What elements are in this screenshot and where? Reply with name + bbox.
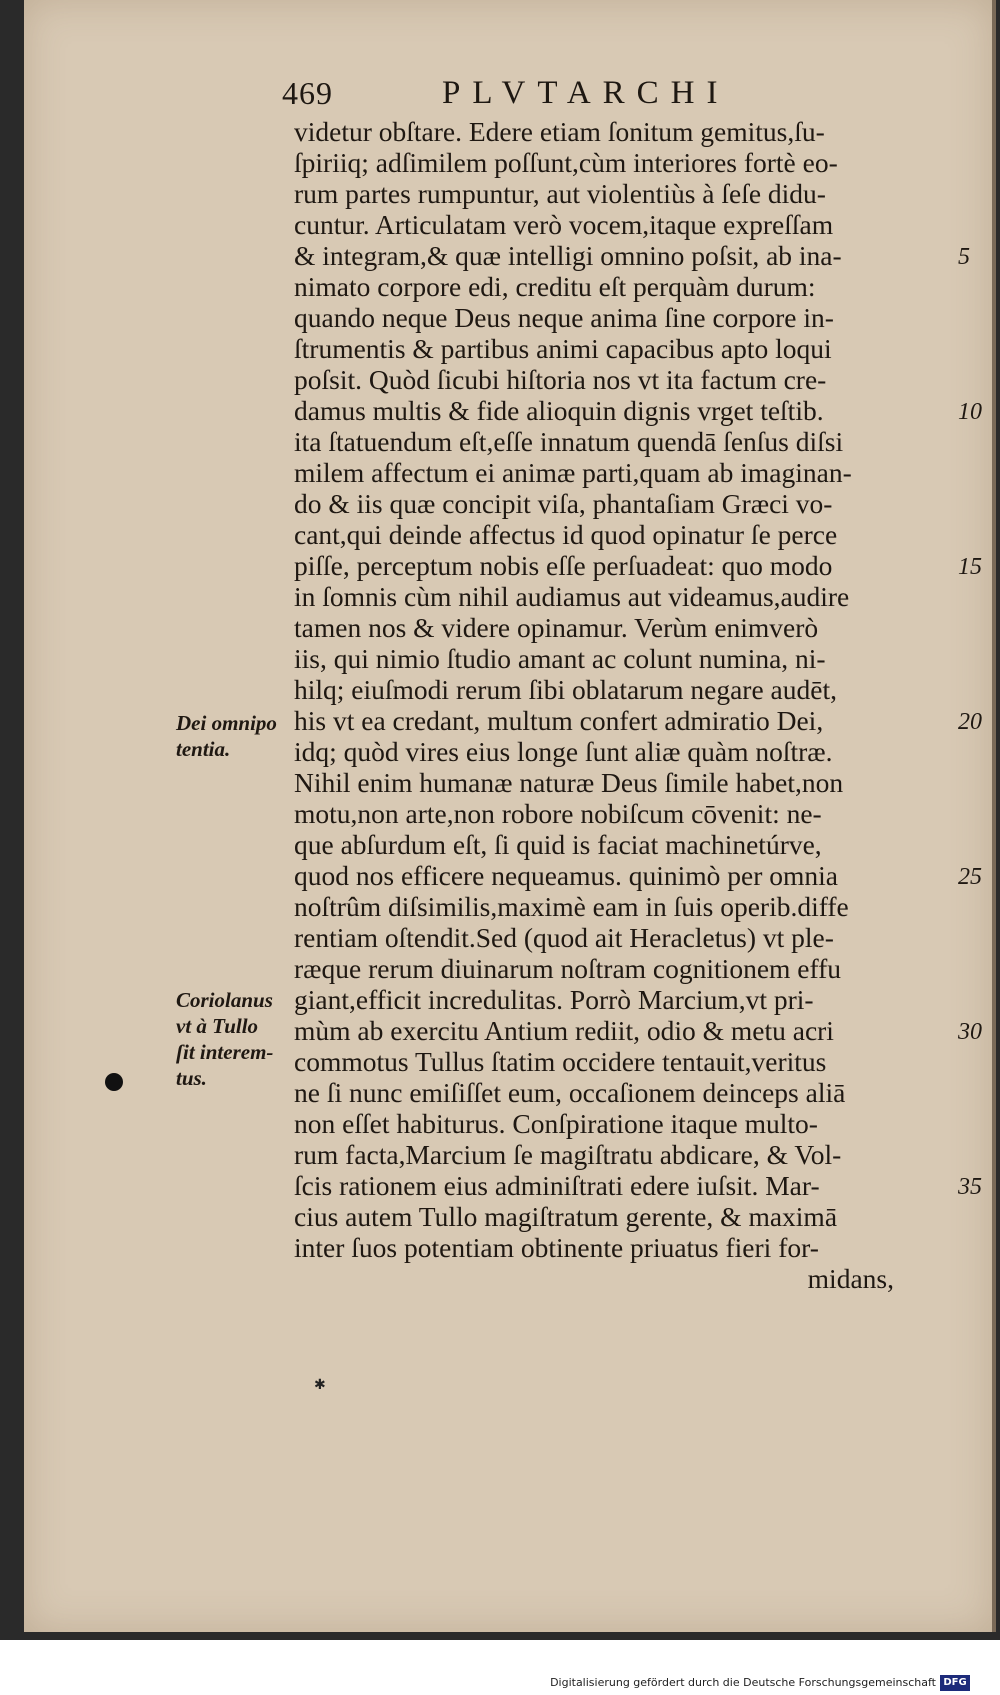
marginal-note-line: ſit interem-: [176, 1040, 274, 1064]
text-line: Nihil enim humanæ naturæ Deus ſimile habet,non: [294, 767, 844, 798]
text-line: quando neque Deus neque anima ſine corpore in-: [294, 302, 834, 333]
text-line: ita ſtatuendum eſt,eſſe innatum quendā ſenſus diſsi: [294, 426, 844, 457]
text-line: ſtrumentis & partibus animi capacibus apto loqui: [294, 333, 832, 364]
text-line: ne ſi nunc emiſiſſet eum, occaſionem deinceps aliā: [294, 1077, 846, 1108]
text-line: & integram,& quæ intelligi omnino poſsit, ab ina-: [294, 240, 842, 271]
text-line: his vt ea credant, multum confert admiratio Dei,: [294, 705, 824, 736]
text-line: ſcis rationem eius adminiſtrati edere iuſsit. Mar-: [294, 1170, 820, 1201]
running-head: PLVTARCHI: [442, 75, 730, 111]
marginal-note-line: tentia.: [176, 737, 231, 761]
ink-mark: ✱: [314, 1378, 326, 1393]
marginal-note-line: vt à Tullo: [176, 1014, 259, 1038]
text-line: cant,qui deinde affectus id quod opinatur ſe perce: [294, 519, 838, 550]
line-number: 5: [958, 244, 970, 270]
marginal-note-line: Dei omnipo: [176, 711, 277, 735]
text-line: videtur obſtare. Edere etiam ſonitum gemitus,ſu-: [294, 116, 825, 147]
line-number: 15: [958, 554, 982, 580]
digitization-footer: [0, 1674, 1000, 1694]
page-number: 469: [282, 75, 333, 111]
text-line: ræque rerum diuinarum noſtram cognitionem effu: [294, 953, 842, 984]
text-line: in ſomnis cùm nihil audiamus aut videamus,audire: [294, 581, 850, 612]
text-line: giant,efficit incredulitas. Porrò Marcium,vt pri-: [294, 984, 814, 1015]
text-line: idq; quòd vires eius longe ſunt aliæ quàm noſtræ.: [294, 736, 833, 767]
marginal-note-line: tus.: [176, 1066, 207, 1090]
bullet-dot-icon: [105, 1073, 123, 1091]
text-line: cuntur. Articulatam verò vocem,itaque expreſſam: [294, 209, 834, 240]
text-line: piſſe, perceptum nobis eſſe perſuadeat: quo modo: [294, 550, 833, 581]
text-line: milem affectum ei animæ parti,quam ab imaginan-: [294, 457, 852, 488]
text-line: rum facta,Marcium ſe magiſtratu abdicare, & Vol-: [294, 1139, 842, 1170]
text-line: que abſurdum eſt, ſi quid is faciat machinetúrve,: [294, 829, 822, 860]
text-line: mùm ab exercitu Antium rediit, odio & metu acri: [294, 1015, 834, 1046]
line-number: 10: [958, 399, 982, 425]
text-line: damus multis & fide alioquin dignis vrget teſtib.: [294, 395, 824, 426]
text-line: poſsit. Quòd ſicubi hiſtoria nos vt ita factum cre-: [294, 364, 827, 395]
text-line: commotus Tullus ſtatim occidere tentauit,veritus: [294, 1046, 827, 1077]
line-number: 30: [958, 1019, 982, 1045]
line-number: 25: [958, 864, 982, 890]
marginal-note-line: Coriolanus: [176, 988, 273, 1012]
text-line: ſpiriiq; adſimilem poſſunt,cùm interiores fortè eo-: [294, 147, 838, 178]
marginal-note: [176, 987, 296, 1091]
text-line: rentiam oſtendit.Sed (quod ait Heracletus) vt ple-: [294, 922, 834, 953]
dfg-logo: DFG: [940, 1675, 970, 1691]
text-line: rum partes rumpuntur, aut violentiùs à ſeſe didu-: [294, 178, 826, 209]
marginal-note: [176, 710, 296, 762]
text-line: midans,: [807, 1263, 894, 1294]
text-line: do & iis quæ concipit viſa, phantaſiam Græci vo-: [294, 488, 833, 519]
line-number: 20: [958, 709, 982, 735]
text-line: iis, qui nimio ſtudio amant ac colunt numina, ni-: [294, 643, 826, 674]
text-line: motu,non arte,non robore nobiſcum cōvenit: ne-: [294, 798, 822, 829]
text-line: noſtrûm diſsimilis,maximè eam in ſuis operib.diffe: [294, 891, 849, 922]
book-page: [24, 0, 996, 1632]
text-line: non eſſet habiturus. Conſpiratione itaque multo-: [294, 1108, 818, 1139]
text-line: cius autem Tullo magiſtratum gerente, & maximā: [294, 1201, 838, 1232]
footer-credit: Digitalisierung gefördert durch die Deutsche Forschungsgemeinschaft: [550, 1676, 936, 1689]
text-line: inter ſuos potentiam obtinente priuatus fieri for-: [294, 1232, 819, 1263]
text-line: quod nos efficere nequeamus. quinimò per omnia: [294, 860, 838, 891]
text-line: nimato corpore edi, creditu eſt perquàm durum:: [294, 271, 816, 302]
line-number: 35: [958, 1174, 982, 1200]
text-line: hilq; eiuſmodi rerum ſibi oblatarum negare audēt,: [294, 674, 837, 705]
text-line: tamen nos & videre opinamur. Verùm enimverò: [294, 612, 819, 643]
